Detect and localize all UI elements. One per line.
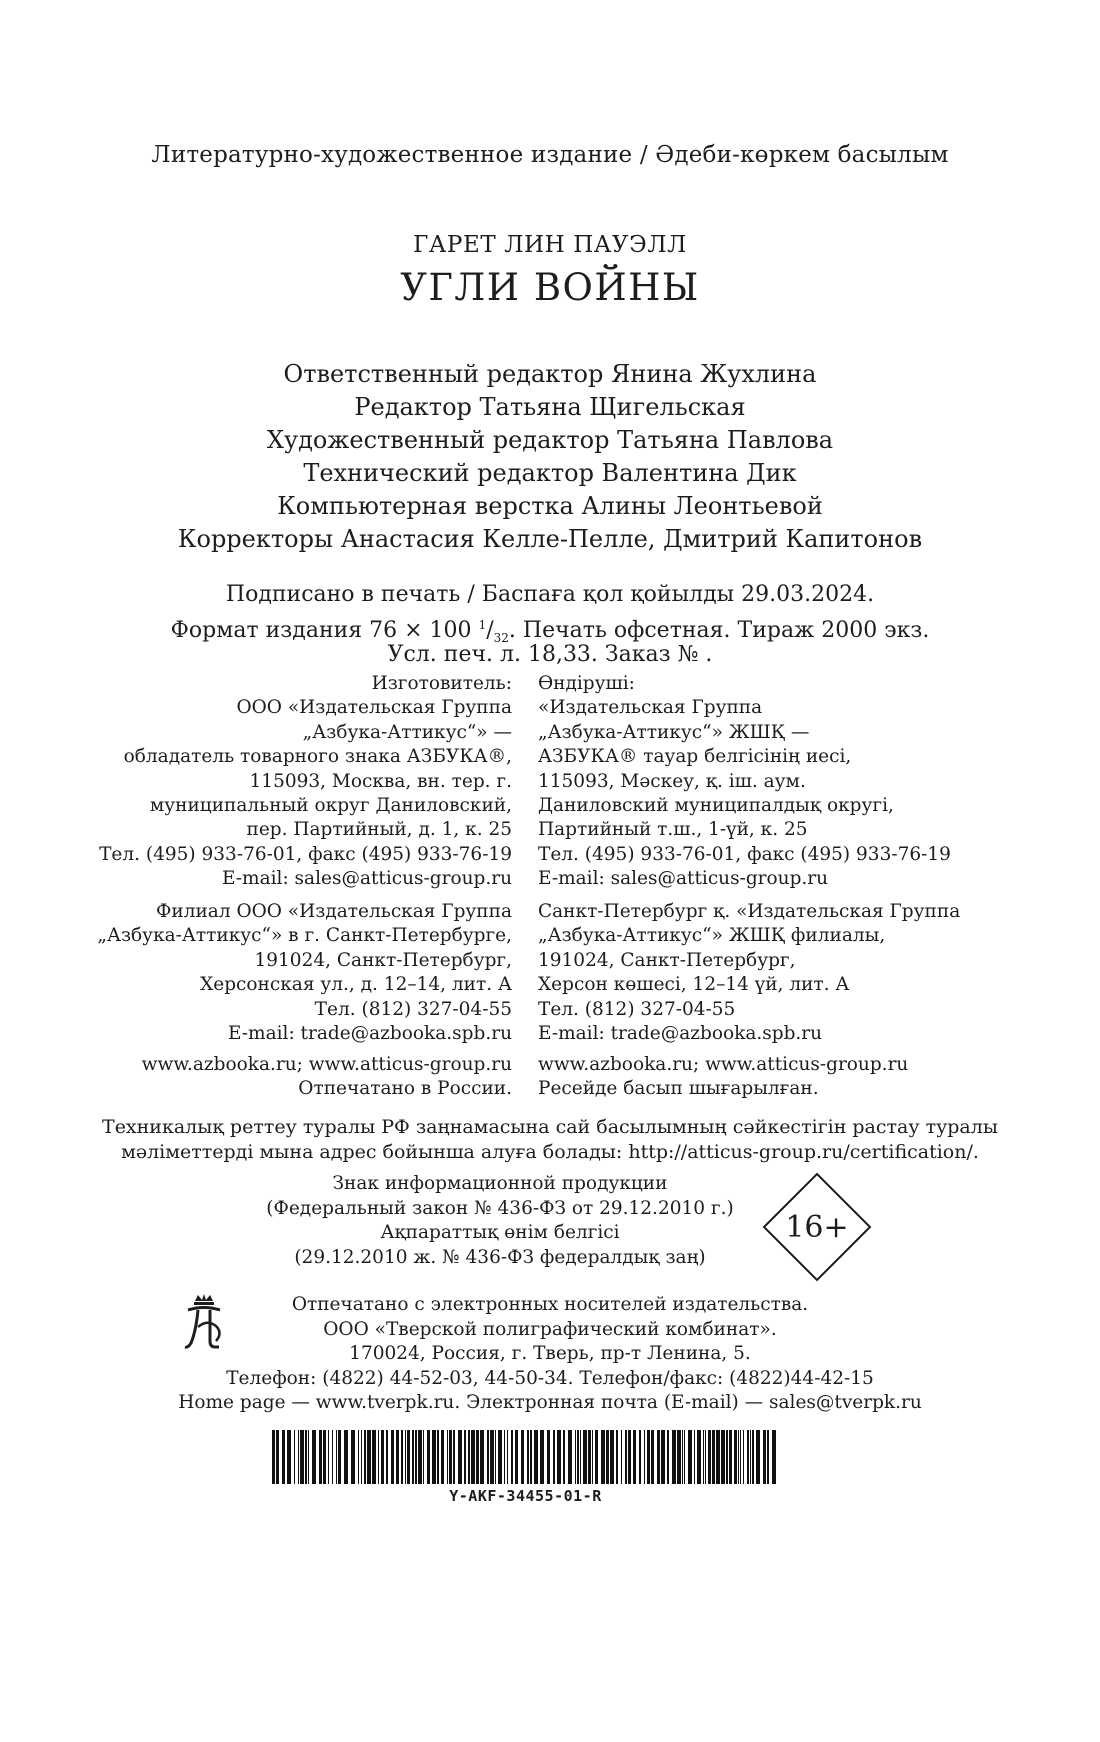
manufacturer-ru-line: обладатель товарного знака АЗБУКА®, [123,746,512,768]
barcode-bar [361,1430,362,1484]
barcode-bar [703,1430,704,1484]
barcode-bar [367,1430,371,1484]
barcode-bar [490,1430,494,1484]
info-sign-line: Знак информационной продукции [332,1173,668,1194]
barcode-bar [287,1430,291,1484]
barcode-bar [651,1430,654,1484]
barcode-bar [441,1430,444,1484]
web-ru [80,1053,512,1102]
printer-line: 170024, Россия, г. Тверь, пр-т Ленина, 5. [349,1343,751,1364]
barcode-bar [511,1430,513,1484]
barcode-bar [616,1430,618,1484]
info-sign-line: (Федеральный закон № 436-ФЗ от 29.12.2010 г.) [266,1197,734,1219]
barcode-bar [437,1430,439,1484]
barcode-bar [336,1430,337,1484]
branch-kz [538,900,1028,1046]
barcode-bar [282,1430,285,1484]
manufacturer-kz-line: Тел. (495) 933-76-01, факс (495) 933-76-19 [538,843,951,865]
barcode-bar [515,1430,518,1484]
barcode-bar [480,1430,484,1484]
branch-kz-line: 191024, Санкт-Петербург, [538,949,796,971]
manufacturer-ru-line: E-mail: sales@atticus-group.ru [221,868,512,890]
manufacturer-kz-line: Даниловский муниципалдық округі, [538,794,894,816]
barcode-bar [464,1430,466,1484]
barcode-bar [747,1430,749,1484]
barcode-bar [716,1430,720,1484]
barcode-bar [378,1430,379,1484]
barcode-bar [606,1430,609,1484]
barcode-bar [530,1430,532,1484]
barcode-code: Y-AKF-34455-01-R [449,1487,602,1505]
manufacturer-ru-line: ООО «Издательская Группа [236,697,512,719]
barcode-bar [588,1430,591,1484]
branch-ru-line: 191024, Санкт-Петербург, [254,949,512,971]
branch-ru-line: Херсонская ул., д. 12–14, лит. А [200,974,512,996]
barcode-bar [682,1430,683,1484]
manufacturer-kz [538,672,1028,892]
barcode-bar [534,1430,538,1484]
barcode-bar [697,1430,701,1484]
barcode-bar [386,1430,388,1484]
printer-line: Телефон: (4822) 44-52-03, 44-50-34. Телефон/факс: (4822)44-42-15 [226,1367,874,1389]
barcode-bar [272,1430,275,1484]
info-sign-line: (29.12.2010 ж. № 436-ФЗ федералдық заң) [294,1246,706,1268]
barcode-bar [583,1430,587,1484]
printer-line: ООО «Тверской полиграфический комбинат». [323,1318,777,1340]
barcode-bar [610,1430,614,1484]
barcode-bar [743,1430,744,1484]
format-denominator: 32 [493,631,509,645]
manufacturer-kz-line: „Азбука-Аттикус“» ЖШҚ — [538,721,810,743]
barcode-bar [415,1430,417,1484]
branch-kz-line: Тел. (812) 327-04-55 [538,998,736,1020]
manufacturer-ru-line: 115093, Москва, вн. тер. г. [249,770,512,792]
branch-ru-line: E-mail: trade@azbooka.spb.ru [227,1022,512,1044]
branch-kz-line: Санкт-Петербург қ. «Издательская Группа [538,901,961,922]
barcode-bar [276,1430,279,1484]
editorial-credits [0,358,1100,556]
barcode-bar [756,1430,760,1484]
barcode-bar [767,1430,769,1484]
barcode-bar [471,1430,475,1484]
barcode-bar [734,1430,737,1484]
barcode-bar [661,1430,665,1484]
barcode-bar [338,1430,341,1484]
manufacturer-ru [80,672,512,892]
barcode-bar [672,1430,676,1484]
signed-date: Подписано в печать / Баспаға қол қойылды 29.03.2024. [225,582,875,607]
barcode-bar [427,1430,430,1484]
barcode-bar [328,1430,329,1484]
branch-ru-line: Тел. (812) 327-04-55 [314,998,512,1020]
web-ru-line: Отпечатано в России. [298,1078,512,1100]
barcode-bar [432,1430,436,1484]
barcode-bar [639,1430,641,1484]
credit-line: Редактор Татьяна Щигельская [354,393,746,421]
barcode-bar [476,1430,479,1484]
barcode-bar [391,1430,394,1484]
barcode-bar [319,1430,322,1484]
format-line: Формат издания 76 × 100 $^1/_{32}$. Печать офсетная. Тираж 2000 экз. [170,618,930,645]
barcode-bar [580,1430,581,1484]
manufacturer-ru-line: „Азбука-Аттикус“» — [302,721,512,743]
barcode-bar [577,1430,579,1484]
barcode-bar [553,1430,555,1484]
certification-line: мәліметтерді мына адрес бойынша алуға болады: http://atticus-group.ru/certification/. [121,1140,979,1163]
credit-line: Компьютерная верстка Алины Леонтьевой [277,492,823,520]
barcode-bar [300,1430,304,1484]
credit-line: Корректоры Анастасия Келле-Пелле, Дмитрий Капитонов [177,525,923,553]
manufacturer-ru-line: Изготовитель: [371,673,512,694]
format-suffix: . Печать офсетная. Тираж 2000 экз. [508,618,930,643]
web-kz [538,1053,1028,1102]
order-line: Усл. печ. л. 18,33. Заказ № . [387,642,713,667]
printer-info [0,1293,1100,1416]
barcode-bar [423,1430,424,1484]
barcode-bar [498,1430,502,1484]
publication-info [0,580,1100,670]
barcode-bar [563,1430,565,1484]
barcode-bar [708,1430,711,1484]
web-ru-line: www.azbooka.ru; www.atticus-group.ru [141,1054,512,1075]
barcode-bar [568,1430,572,1484]
barcode-bar [447,1430,448,1484]
barcode-bar [738,1430,739,1484]
barcode-bar [633,1430,636,1484]
barcode-bar [294,1430,295,1484]
barcode-bar [625,1430,627,1484]
info-product-sign [250,1172,750,1270]
age-rating-text: 16+ [785,1209,849,1245]
branch-kz-line: E-mail: trade@azbooka.spb.ru [538,1022,823,1044]
manufacturer-ru-line: Тел. (495) 933-76-01, факс (495) 933-76-19 [99,843,512,865]
barcode-bar [298,1430,299,1484]
barcode-bar [540,1430,544,1484]
barcode-bar [752,1430,754,1484]
barcode-bar [740,1430,741,1484]
barcode-bar [772,1430,776,1484]
barcode-bar [647,1430,650,1484]
barcode-bar [601,1430,605,1484]
barcode-bar [705,1430,706,1484]
printer-line: Отпечатано с электронных носителей издательства. [291,1294,809,1315]
barcode-bar [453,1430,455,1484]
format-prefix: Формат издания 76 × 100 [170,618,472,643]
barcode-bar [468,1430,470,1484]
barcode-bar [575,1430,576,1484]
web-kz-line: Ресейде басып шығарылған. [538,1078,819,1100]
format-numerator: 1 [478,618,487,632]
barcode-bar [721,1430,725,1484]
barcode-bar [487,1430,489,1484]
barcode-bar [364,1430,366,1484]
barcode-bar [449,1430,452,1484]
barcode-bar [458,1430,462,1484]
barcode-bar [521,1430,524,1484]
barcode-bar [595,1430,598,1484]
barcode-bar [308,1430,309,1484]
barcode-bar [407,1430,410,1484]
barcode-bar [726,1430,728,1484]
credit-line: Ответственный редактор Янина Жухлина [283,360,817,388]
barcode-bar [401,1430,403,1484]
barcode-bar [557,1430,561,1484]
manufacturer-kz-line: Партийный т.ш., 1-үй, к. 25 [538,819,808,841]
barcode-bar [305,1430,307,1484]
barcode-bar [644,1430,645,1484]
barcode-bar [495,1430,496,1484]
barcode-bar [547,1430,550,1484]
barcode-bar [351,1430,355,1484]
barcode-bar [344,1430,348,1484]
barcode-bar [381,1430,384,1484]
certification-line: Техникалық реттеу туралы РФ заңнамасына сай басылымның сәйкестігін растау туралы [102,1116,998,1138]
barcode-icon [272,1430,779,1484]
barcode-bar [621,1430,622,1484]
barcode-bar [628,1430,631,1484]
manufacturer-ru-line: муниципальный округ Даниловский, [149,794,512,816]
branch-kz-line: Херсон көшесі, 12–14 үй, лит. А [538,974,850,996]
printer-line: Home page — www.tverpk.ru. Электронная почта (E-mail) — sales@tverpk.ru [178,1392,922,1413]
barcode-bar [763,1430,766,1484]
manufacturer-kz-line: E-mail: sales@atticus-group.ru [538,868,829,890]
book-title: УГЛИ ВОЙНЫ [400,266,700,309]
certification-note [0,1115,1100,1164]
manufacturer-kz-line: 115093, Мәскеу, қ. іш. аум. [538,770,806,792]
barcode-bar [694,1430,695,1484]
manufacturer-ru-line: пер. Партийный, д. 1, к. 25 [246,819,512,841]
credit-line: Художественный редактор Татьяна Павлова [266,426,834,454]
barcode-bar [358,1430,359,1484]
barcode-bar [712,1430,715,1484]
barcode-bar [677,1430,681,1484]
branch-ru-line: „Азбука-Аттикус“» в г. Санкт-Петербурге, [97,925,512,947]
barcode-bar [507,1430,508,1484]
barcode-bar [312,1430,316,1484]
branch-ru-line: Филиал ООО «Издательская Группа [156,901,512,922]
info-sign-line: Ақпараттық өнім белгісі [380,1222,620,1243]
manufacturer-kz-line: АЗБУКА® тауар белгісінің иесі, [538,746,852,768]
barcode-bar [412,1430,414,1484]
series-line: Литературно-художественное издание / Әдеби-көркем басылым [151,142,949,168]
manufacturer-kz-line: Өндіруші: [538,673,635,694]
barcode-bar [396,1430,399,1484]
author-name: ГАРЕТ ЛИН ПАУЭЛЛ [413,232,687,258]
barcode-bar [372,1430,376,1484]
barcode-bar [592,1430,593,1484]
manufacturer-kz-line: «Издательская Группа [538,697,763,719]
barcode-bar [332,1430,333,1484]
barcode-bar [750,1430,751,1484]
barcode-bar [667,1430,669,1484]
barcode-bar [684,1430,685,1484]
credit-line: Технический редактор Валентина Дик [303,459,797,487]
barcode-bar [323,1430,326,1484]
barcode-bar [504,1430,505,1484]
barcode-bar [527,1430,529,1484]
barcode-bar [405,1430,406,1484]
branch-ru [80,900,512,1046]
web-kz-line: www.azbooka.ru; www.atticus-group.ru [538,1054,909,1075]
barcode-bar [729,1430,732,1484]
branch-kz-line: „Азбука-Аттикус“» ЖШҚ филиалы, [538,925,886,947]
age-rating-badge [762,1172,872,1282]
barcode-bar [657,1430,660,1484]
barcode-bar [688,1430,692,1484]
barcode-bar [418,1430,422,1484]
